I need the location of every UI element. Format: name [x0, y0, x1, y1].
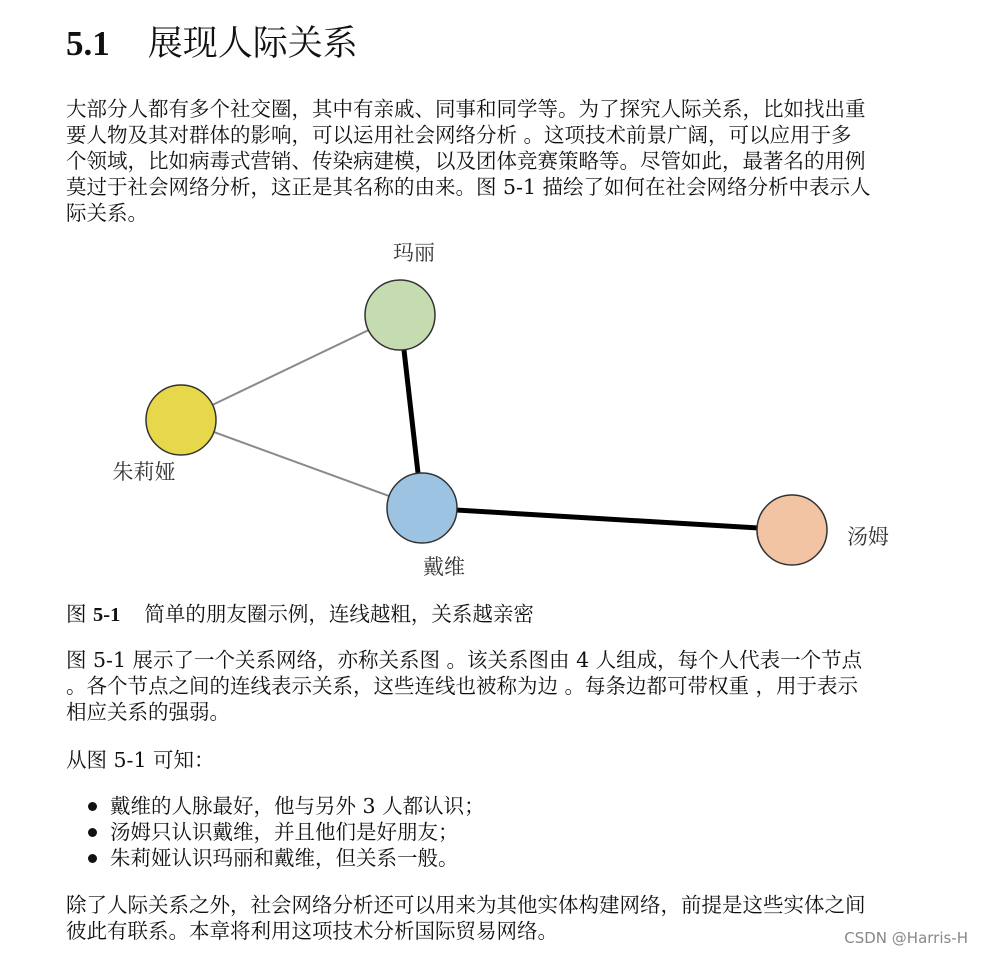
intro-line: 要人物及其对群体的影响，可以运用社会网络分析 。这项技术前景广阔，可以应用于多	[66, 123, 852, 147]
section-number: 5.1	[66, 24, 110, 63]
intro-line: 莫过于社会网络分析，这正是其名称的由来。图 5-1 描绘了如何在社会网络分析中表示人	[66, 175, 871, 199]
intro-line: 个领域，比如病毒式营销、传染病建模，以及团体竞赛策略等。尽管如此，最著名的用例	[66, 149, 866, 173]
bullet-item	[86, 793, 485, 819]
intro-paragraph	[66, 96, 871, 226]
bullet-text: 朱莉娅认识玛丽和戴维，但关系一般。	[110, 846, 459, 870]
watermark: CSDN @Harris-H	[844, 929, 968, 947]
intro-line: 际关系。	[66, 201, 148, 225]
edge-david-tom	[422, 508, 792, 530]
node-mary	[365, 280, 435, 350]
paragraph-2	[66, 647, 862, 725]
node-label-julia: 朱莉娅	[112, 460, 176, 484]
para2-line: 相应关系的强弱。	[66, 700, 230, 724]
edge-julia-david	[181, 420, 422, 508]
bullet-dot-icon	[88, 854, 97, 863]
caption-text: 简单的朋友圈示例，连线越粗，关系越亲密	[144, 602, 534, 626]
section-title: 展现人际关系	[147, 24, 358, 64]
node-label-david: 戴维	[423, 555, 465, 579]
node-david	[387, 473, 457, 543]
para4-line: 除了人际关系之外，社会网络分析还可以用来为其他实体构建网络，前提是这些实体之间	[66, 893, 866, 917]
edge-julia-mary	[181, 315, 400, 420]
bullet-item	[86, 845, 485, 871]
para2-line: 图 5-1 展示了一个关系网络，亦称关系图 。该关系图由 4 人组成，每个人代表一个节点	[66, 648, 863, 672]
para4-line: 彼此有联系。本章将利用这项技术分析国际贸易网络。	[66, 919, 558, 943]
network-graph	[106, 238, 906, 588]
figure-caption	[66, 601, 534, 628]
caption-label	[66, 601, 120, 628]
para2-line: 。各个节点之间的连线表示关系，这些连线也被称为边 。每条边都可带权重 ，用于表示	[66, 674, 859, 698]
caption-prefix: 图	[66, 602, 94, 626]
network-figure	[106, 238, 906, 588]
bullet-text: 汤姆只认识戴维，并且他们是好朋友；	[110, 820, 459, 844]
bullet-dot-icon	[88, 802, 97, 811]
node-julia	[146, 385, 216, 455]
bullet-list	[86, 793, 485, 871]
node-tom	[757, 495, 827, 565]
section-heading	[66, 26, 358, 62]
paragraph-4	[66, 892, 866, 944]
node-label-tom: 汤姆	[847, 525, 889, 549]
intro-line: 大部分人都有多个社交圈，其中有亲戚、同事和同学等。为了探究人际关系，比如找出重	[66, 97, 866, 121]
node-label-mary: 玛丽	[393, 241, 435, 265]
bullet-text: 戴维的人脉最好，他与另外 3 人都认识；	[110, 794, 485, 818]
paragraph-3: 从图 5-1 可知：	[66, 748, 215, 772]
caption-number: 5-1	[93, 604, 121, 626]
bullet-dot-icon	[88, 828, 97, 837]
bullet-item	[86, 819, 485, 845]
